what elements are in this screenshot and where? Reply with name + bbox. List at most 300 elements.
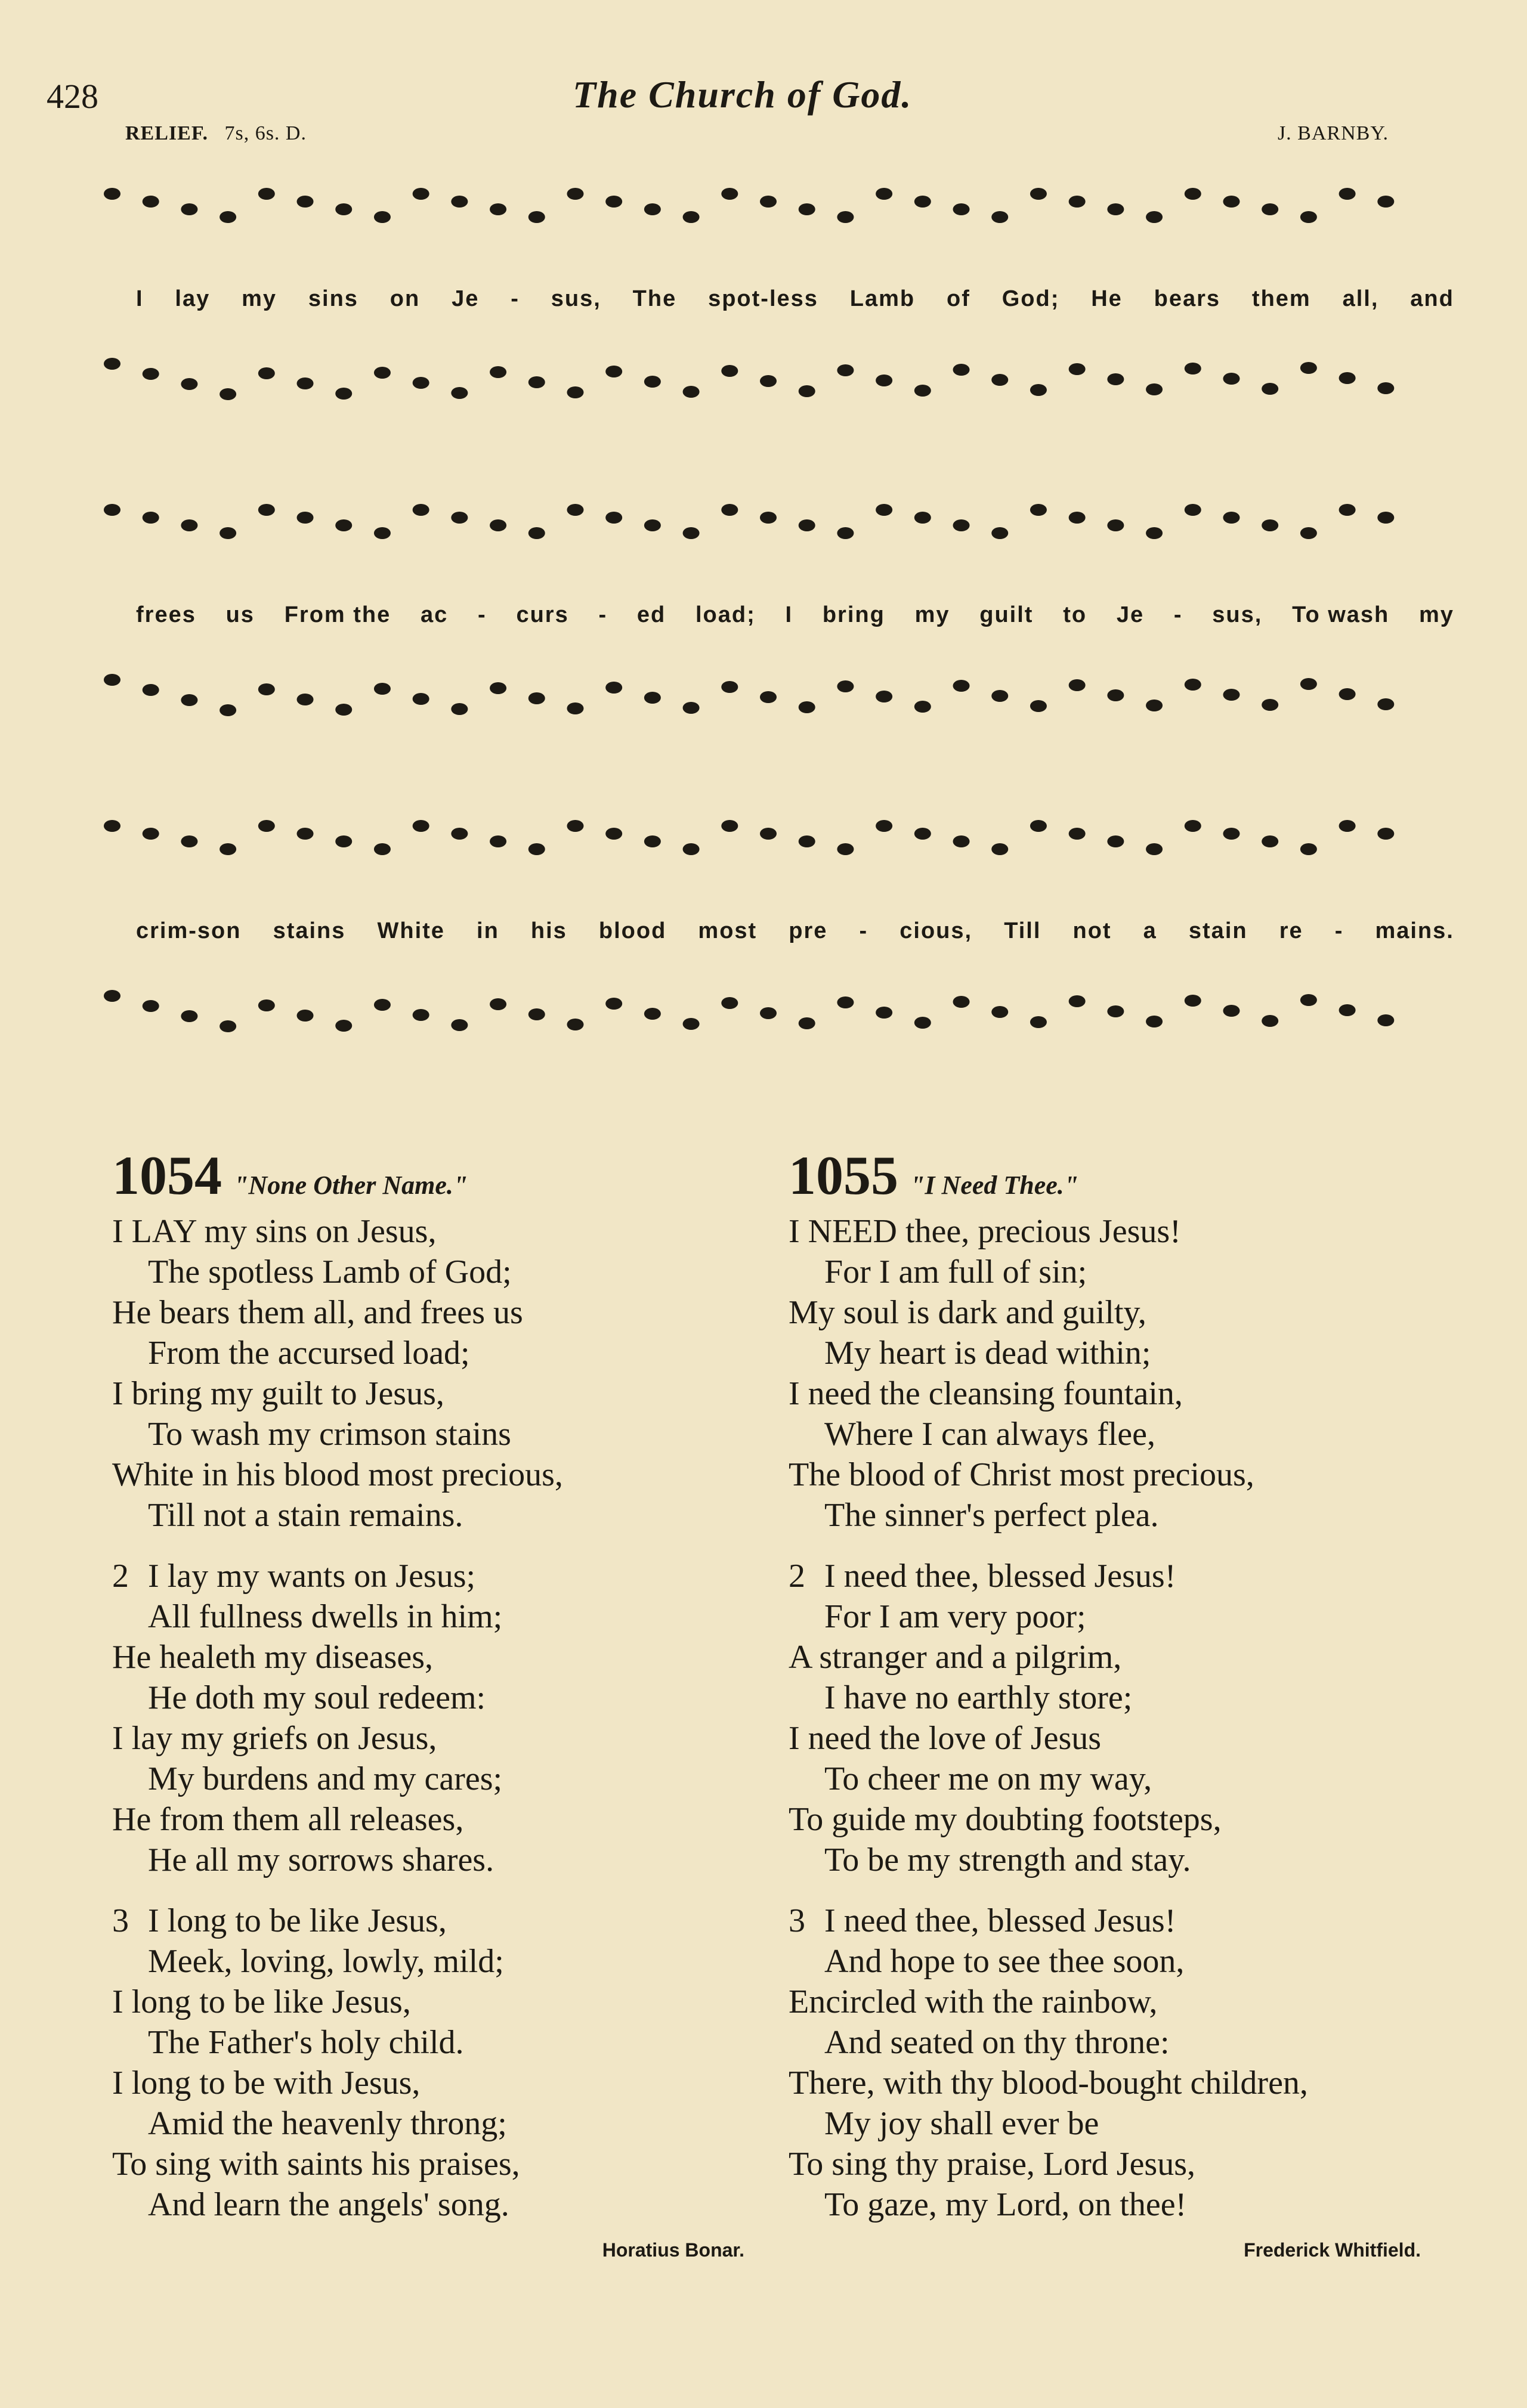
verse-text: To wash my crimson stains <box>148 1416 511 1453</box>
verse-text: My heart is dead within; <box>824 1335 1151 1372</box>
lyric-syllable: and <box>1410 286 1454 311</box>
notehead <box>683 211 700 223</box>
notehead <box>1223 689 1239 701</box>
verse-line <box>789 2063 1445 2103</box>
hymn-author: Horatius Bonar. <box>602 2239 744 2261</box>
notehead <box>1069 363 1086 375</box>
music-score <box>47 167 1478 1157</box>
lyric-syllable: - <box>511 286 520 311</box>
notehead <box>104 820 120 832</box>
notehead <box>1107 689 1124 701</box>
lyric-line <box>47 602 1478 628</box>
lyric-syllable: all, <box>1342 286 1379 311</box>
verse-text: I NEED thee, precious Jesus! <box>789 1213 1181 1250</box>
verse-text: For I am full of sin; <box>824 1253 1087 1290</box>
notehead <box>683 1018 700 1030</box>
stanza <box>789 1211 1445 1536</box>
verse-text: My joy shall ever be <box>824 2105 1099 2142</box>
verse-text: All fullness dwells in him; <box>148 1598 503 1635</box>
verse-text: To sing thy praise, Lord Jesus, <box>789 2146 1196 2183</box>
notehead <box>258 188 275 200</box>
stanza <box>112 1901 768 2225</box>
verse-text: He bears them all, and frees us <box>112 1294 523 1331</box>
notehead <box>567 702 583 714</box>
page-number: 428 <box>47 77 98 116</box>
lyric-syllable: frees <box>136 602 196 627</box>
notehead <box>991 690 1008 702</box>
notehead <box>490 519 506 531</box>
notehead <box>297 512 314 524</box>
tune-meter: 7s, 6s. D. <box>224 122 307 144</box>
lyric-syllable: my <box>242 286 277 311</box>
lyric-syllable: bring <box>822 602 885 627</box>
notehead <box>528 843 545 855</box>
verse-text: I long to be like Jesus, <box>148 1902 447 1939</box>
notehead <box>799 519 815 531</box>
verse-text: My soul is dark and guilty, <box>789 1294 1146 1331</box>
verse-text: To cheer me on my way, <box>824 1760 1152 1797</box>
verse-text: My burdens and my cares; <box>148 1760 503 1797</box>
notehead <box>1185 363 1201 374</box>
verse-line <box>789 1677 1445 1718</box>
notehead <box>1030 700 1047 712</box>
notehead <box>220 211 236 223</box>
verse-line <box>112 1901 768 1941</box>
verse-line <box>789 1292 1445 1333</box>
notehead <box>335 704 352 716</box>
notehead <box>1223 373 1239 385</box>
notehead <box>181 1010 197 1022</box>
notehead <box>799 835 815 847</box>
verse-line <box>789 1373 1445 1414</box>
verse-line <box>789 1759 1445 1799</box>
notehead <box>837 211 854 223</box>
notehead <box>605 366 622 377</box>
notehead <box>451 828 468 840</box>
notehead <box>683 527 700 539</box>
notehead <box>837 996 854 1008</box>
notehead <box>605 512 622 524</box>
lyric-syllable: on <box>390 286 421 311</box>
notehead <box>374 683 391 695</box>
verse-text: He from them all releases, <box>112 1801 464 1838</box>
notehead <box>799 1017 815 1029</box>
lyric-syllable: ed <box>636 602 666 627</box>
notehead <box>1185 820 1201 832</box>
verse-line <box>112 1637 768 1677</box>
notehead <box>528 1008 545 1020</box>
notehead <box>1107 373 1124 385</box>
verse-text: White in his blood most precious, <box>112 1456 563 1493</box>
lyric-syllable: us <box>225 602 255 627</box>
notehead <box>1262 519 1278 531</box>
notehead <box>413 1009 429 1021</box>
notehead <box>567 188 583 200</box>
notehead <box>760 512 777 524</box>
verse-text: For I am very poor; <box>824 1598 1086 1635</box>
notehead <box>143 684 159 696</box>
notehead <box>605 998 622 1010</box>
lyric-syllable: not <box>1072 918 1112 943</box>
notehead <box>1377 512 1394 524</box>
notehead <box>1030 504 1047 516</box>
notehead <box>1146 211 1163 223</box>
stanza <box>112 1211 768 1536</box>
notehead <box>490 835 506 847</box>
lyric-syllable: sus, <box>551 286 601 311</box>
notehead <box>528 376 545 388</box>
notehead <box>1185 504 1201 516</box>
notehead <box>991 211 1008 223</box>
notehead <box>1262 383 1278 395</box>
verse-text: I need the love of Jesus <box>789 1720 1102 1757</box>
notehead <box>876 374 892 386</box>
verse-line <box>789 2144 1445 2184</box>
notehead <box>567 820 583 832</box>
hymn-title: "I Need Thee." <box>910 1171 1079 1200</box>
notehead <box>567 386 583 398</box>
notehead <box>104 358 120 370</box>
notehead <box>220 1020 236 1032</box>
verse-text: I need thee, blessed Jesus! <box>824 1558 1176 1595</box>
verse-line <box>112 1454 768 1495</box>
stanza-number: 3 <box>789 1902 805 1939</box>
notehead <box>143 196 159 208</box>
notehead <box>258 999 275 1011</box>
verse-text: Meek, loving, lowly, mild; <box>148 1943 504 1980</box>
verse-line <box>789 1637 1445 1677</box>
notehead <box>1339 188 1356 200</box>
notehead <box>528 692 545 704</box>
lyric-syllable: White <box>377 918 445 943</box>
notehead <box>683 386 700 398</box>
notehead <box>567 504 583 516</box>
notehead <box>143 368 159 380</box>
notehead <box>451 512 468 524</box>
notehead <box>297 694 314 705</box>
stanza <box>789 1901 1445 2225</box>
lyric-syllable: I <box>785 602 793 627</box>
notehead <box>181 519 197 531</box>
notehead <box>181 378 197 390</box>
verse-line <box>789 1454 1445 1495</box>
lyric-syllable: sins <box>308 286 358 311</box>
lyric-syllable: - <box>478 602 487 627</box>
lyric-syllable: stain <box>1188 918 1248 943</box>
notehead <box>1377 698 1394 710</box>
notehead <box>1300 362 1317 374</box>
notehead <box>1030 384 1047 396</box>
notehead <box>760 828 777 840</box>
verse-text: From the accursed load; <box>148 1335 470 1372</box>
lyric-syllable: lay <box>175 286 211 311</box>
verse-line <box>112 1799 768 1840</box>
notehead <box>1300 843 1317 855</box>
notehead <box>721 365 738 377</box>
lyric-syllable: God; <box>1001 286 1060 311</box>
notehead <box>451 196 468 208</box>
verse-text: I LAY my sins on Jesus, <box>112 1213 437 1250</box>
notehead <box>1146 527 1163 539</box>
verse-text: I lay my griefs on Jesus, <box>112 1720 437 1757</box>
verse-line <box>789 2022 1445 2063</box>
tune-info <box>125 122 307 145</box>
lyric-line <box>47 286 1478 312</box>
hymn-number: 1055 <box>789 1145 898 1206</box>
notehead <box>953 835 970 847</box>
lyric-syllable: - <box>1334 918 1344 943</box>
notehead <box>991 843 1008 855</box>
lyric-syllable: From the <box>284 602 391 627</box>
notehead <box>644 835 661 847</box>
notehead <box>1300 527 1317 539</box>
notehead <box>220 843 236 855</box>
notehead <box>1300 994 1317 1006</box>
verse-line <box>789 1211 1445 1252</box>
notehead <box>297 196 314 208</box>
hymn-number: 1054 <box>112 1145 222 1206</box>
notehead <box>1339 820 1356 832</box>
verse-text: I long to be with Jesus, <box>112 2065 421 2101</box>
hymn-header <box>789 1145 1445 1206</box>
verse-text: I have no earthly store; <box>824 1679 1133 1716</box>
verse-text: And learn the angels' song. <box>148 2186 509 2223</box>
notehead <box>1107 1005 1124 1017</box>
notehead <box>605 828 622 840</box>
verse-text: Encircled with the rainbow, <box>789 1983 1158 2020</box>
notehead <box>1223 512 1239 524</box>
lyric-syllable: - <box>859 918 868 943</box>
verse-line <box>789 1495 1445 1536</box>
lyric-syllable: my <box>1419 602 1454 627</box>
notehead <box>644 692 661 704</box>
notehead <box>181 203 197 215</box>
verse-line <box>789 1252 1445 1292</box>
lyric-syllable: curs <box>516 602 569 627</box>
notehead <box>335 388 352 400</box>
stanza-number: 2 <box>112 1558 129 1595</box>
verse-line <box>112 2184 768 2225</box>
hymn-author: Frederick Whitfield. <box>1244 2239 1421 2261</box>
lyric-syllable: to <box>1063 602 1087 627</box>
lyric-syllable: in <box>477 918 499 943</box>
verse-line <box>112 1333 768 1373</box>
notehead <box>490 682 506 694</box>
notehead <box>1262 1015 1278 1027</box>
notehead <box>374 527 391 539</box>
notehead <box>374 843 391 855</box>
lyric-syllable: his <box>530 918 567 943</box>
lyric-line <box>47 918 1478 944</box>
verse-text: I need the cleansing fountain, <box>789 1375 1183 1412</box>
notehead <box>683 843 700 855</box>
verse-text: The Father's holy child. <box>148 2024 464 2061</box>
notehead <box>1223 196 1239 208</box>
verse-line <box>112 1556 768 1596</box>
notehead <box>1146 843 1163 855</box>
notehead <box>1262 203 1278 215</box>
lyric-syllable: my <box>914 602 950 627</box>
notehead <box>181 835 197 847</box>
notehead <box>374 367 391 379</box>
lyric-syllable: To wash <box>1292 602 1390 627</box>
notehead <box>837 680 854 692</box>
notehead <box>528 527 545 539</box>
verse-line <box>112 1941 768 1982</box>
notehead <box>644 376 661 388</box>
tune-name: RELIEF. <box>125 122 208 144</box>
hymn-1055 <box>789 1145 1445 2261</box>
notehead <box>1262 835 1278 847</box>
verse-text: To guide my doubting footsteps, <box>789 1801 1222 1838</box>
notehead <box>413 820 429 832</box>
hymn-stanzas <box>789 1211 1445 2225</box>
notehead <box>914 1017 931 1029</box>
notehead <box>1223 828 1239 840</box>
verse-line <box>112 2022 768 2063</box>
hymn-1054 <box>112 1145 768 2261</box>
notehead <box>258 820 275 832</box>
notehead <box>799 203 815 215</box>
notehead <box>876 1007 892 1019</box>
notehead <box>1146 1016 1163 1027</box>
verse-line <box>789 1901 1445 1941</box>
notehead <box>953 680 970 692</box>
notehead <box>1185 995 1201 1007</box>
notehead <box>1185 679 1201 691</box>
notehead <box>644 203 661 215</box>
notehead <box>799 701 815 713</box>
verse-text: I need thee, blessed Jesus! <box>824 1902 1176 1939</box>
notehead <box>644 1008 661 1020</box>
notehead <box>876 504 892 516</box>
notehead <box>914 196 931 208</box>
notehead <box>953 364 970 376</box>
notehead <box>721 504 738 516</box>
notehead <box>1146 383 1163 395</box>
lyric-syllable: Je <box>452 286 480 311</box>
lyric-syllable: - <box>598 602 608 627</box>
notehead <box>1069 995 1086 1007</box>
verse-line <box>789 1941 1445 1982</box>
notehead <box>876 820 892 832</box>
notehead <box>451 387 468 399</box>
verse-line <box>789 1982 1445 2022</box>
notehead <box>1377 1014 1394 1026</box>
notehead <box>1339 688 1356 700</box>
verse-text: There, with thy blood-bought children, <box>789 2065 1308 2101</box>
lyric-syllable: The <box>632 286 677 311</box>
verse-line <box>112 1596 768 1637</box>
lyric-syllable: mains. <box>1375 918 1454 943</box>
running-head: The Church of God. <box>573 73 913 116</box>
composer: J. BARNBY. <box>1277 122 1389 144</box>
verse-line <box>789 1414 1445 1454</box>
notehead <box>413 504 429 516</box>
verse-line <box>112 1211 768 1252</box>
notehead <box>1339 372 1356 384</box>
notehead <box>258 504 275 516</box>
notehead <box>104 990 120 1002</box>
notehead <box>335 835 352 847</box>
verse-line <box>112 1718 768 1759</box>
verse-line <box>789 2184 1445 2225</box>
verse-line <box>112 2103 768 2144</box>
notehead <box>490 203 506 215</box>
notehead <box>490 998 506 1010</box>
notehead <box>1300 211 1317 223</box>
notehead <box>876 188 892 200</box>
notehead <box>1146 700 1163 711</box>
verse-text: And seated on thy throne: <box>824 2024 1170 2061</box>
verse-text: I long to be like Jesus, <box>112 1983 411 2020</box>
verse-line <box>112 1495 768 1536</box>
verse-text: To sing with saints his praises, <box>112 2146 520 2183</box>
lyric-syllable: sus, <box>1212 602 1263 627</box>
notehead <box>1377 196 1394 208</box>
verse-text: He all my sorrows shares. <box>148 1841 494 1878</box>
lyric-syllable: blood <box>598 918 667 943</box>
verse-line <box>789 1799 1445 1840</box>
notehead <box>1069 196 1086 208</box>
notehead <box>335 519 352 531</box>
verse-text: He healeth my diseases, <box>112 1639 434 1676</box>
notehead <box>297 828 314 840</box>
verse-line <box>112 1373 768 1414</box>
notehead <box>1377 828 1394 840</box>
lyric-syllable: - <box>1173 602 1183 627</box>
notehead <box>837 527 854 539</box>
notehead <box>953 203 970 215</box>
verse-text: A stranger and a pilgrim, <box>789 1639 1122 1676</box>
stanza-number: 2 <box>789 1558 805 1595</box>
notehead <box>413 693 429 705</box>
lyric-syllable: a <box>1143 918 1157 943</box>
lyric-syllable: load; <box>696 602 756 627</box>
hymn-stanzas <box>112 1211 768 2225</box>
notehead <box>837 364 854 376</box>
verse-text: He doth my soul redeem: <box>148 1679 486 1716</box>
stanza <box>112 1556 768 1880</box>
notehead <box>1069 512 1086 524</box>
verse-text: The blood of Christ most precious, <box>789 1456 1254 1493</box>
notehead <box>914 385 931 397</box>
notehead <box>1069 828 1086 840</box>
verse-line <box>789 1596 1445 1637</box>
verse-text: To gaze, my Lord, on thee! <box>824 2186 1187 2223</box>
notehead <box>760 196 777 208</box>
notehead <box>914 701 931 713</box>
verse-line <box>112 1840 768 1880</box>
notehead <box>760 1007 777 1019</box>
notehead <box>335 1020 352 1032</box>
notehead <box>1030 820 1047 832</box>
notehead <box>1069 679 1086 691</box>
notehead <box>297 1010 314 1022</box>
verse-line <box>789 2103 1445 2144</box>
lyric-syllable: Till <box>1004 918 1041 943</box>
notehead <box>799 385 815 397</box>
stanza-number: 3 <box>112 1902 129 1939</box>
verse-line <box>112 2144 768 2184</box>
verse-text: I lay my wants on Jesus; <box>148 1558 476 1595</box>
notehead <box>1107 203 1124 215</box>
verse-line <box>112 1414 768 1454</box>
notehead <box>490 366 506 378</box>
notehead <box>991 527 1008 539</box>
notehead <box>297 377 314 389</box>
notehead <box>567 1019 583 1030</box>
